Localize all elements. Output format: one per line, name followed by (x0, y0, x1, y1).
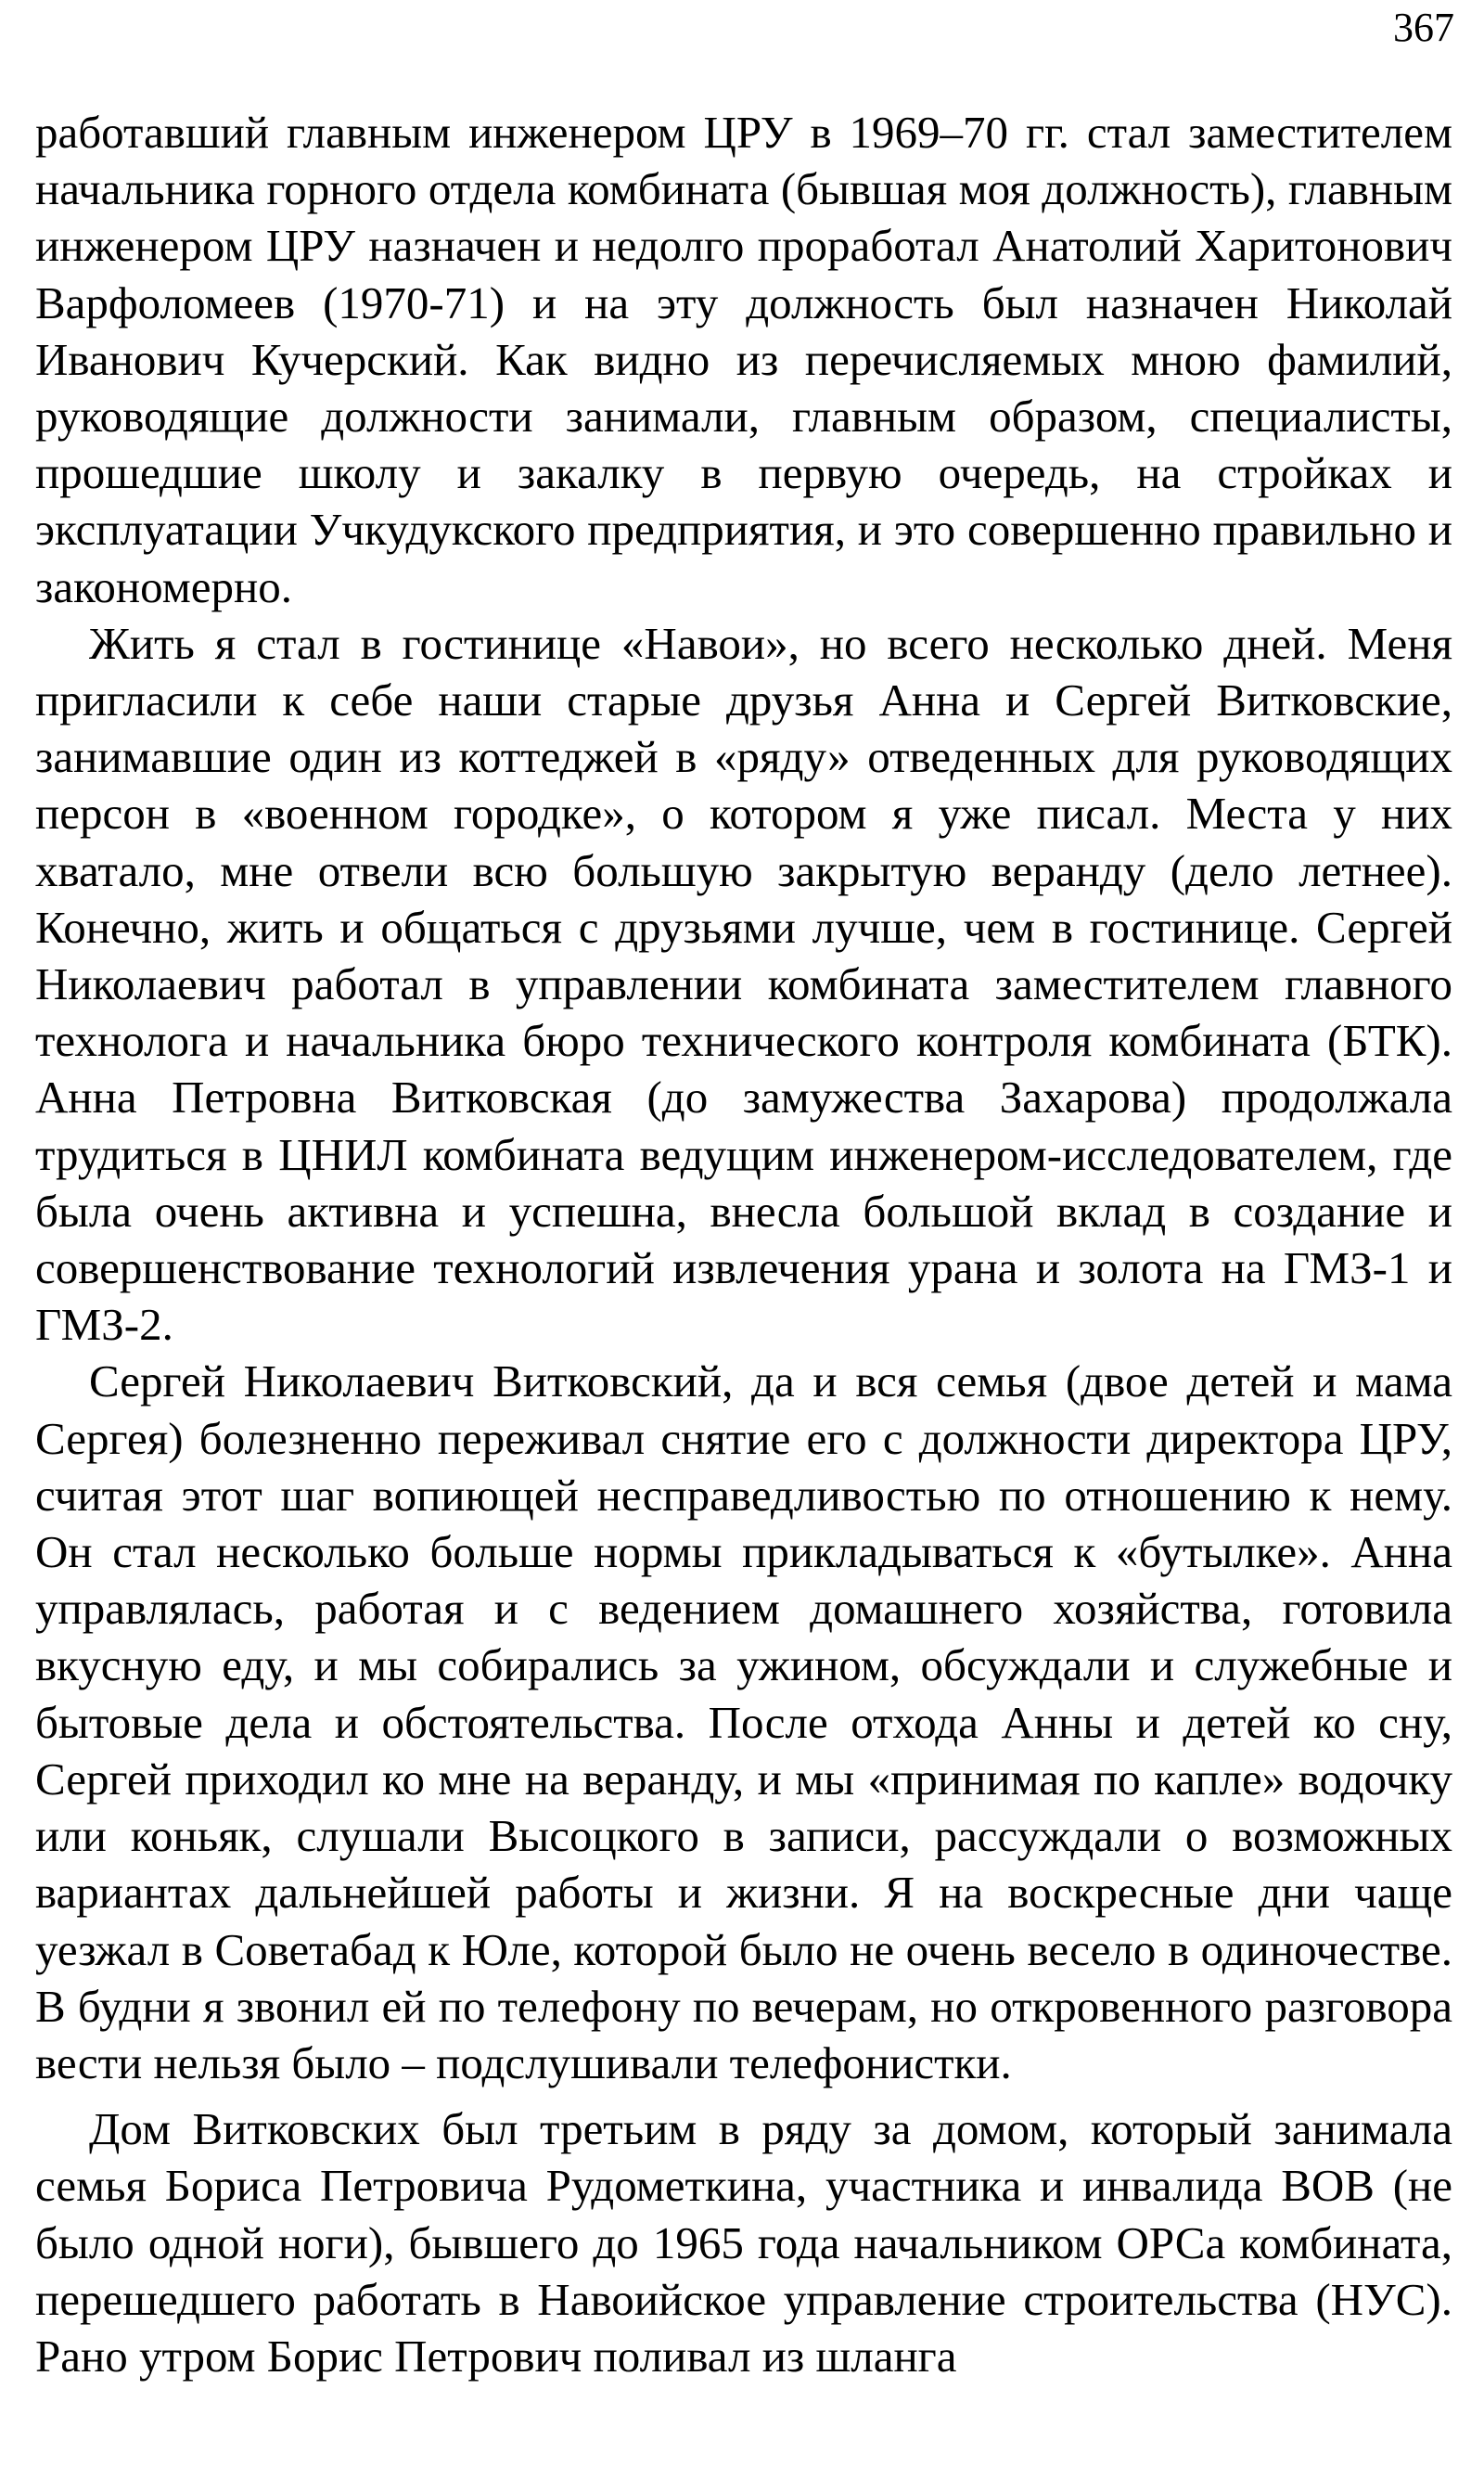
paragraph-2: Жить я стал в гостинице «Навои», но всего несколько дней. Меня пригласили к себе наши старые друзья Анна и Сергей Витковские, занимавшие один из коттеджей в «ряду» отведенных для руководящих персон в «военном городке», о котором я уже писал. Места у них хватало, мне отвели всю большую закрытую веранду (дело летнее). Конечно, жить и общаться с друзьями лучше, чем в гостинице. Сергей Николаевич работал в управлении комбината заместителем главного технолога и начальника бюро технического контроля комбината (БТК). Анна Петровна Витковская (до замужества Захарова) продолжала трудиться в ЦНИЛ комбината ведущим инженером-исследователем, где была очень активна и успешна, внесла большой вклад в создание и совершенствование технологий извлечения урана и золота на ГМЗ-1 и ГМЗ-2. (35, 617, 1452, 1351)
paragraph-1: работавший главным инженером ЦРУ в 1969–70 гг. стал заместителем начальника горного отдела комбината (бывшая моя должность), главным инженером ЦРУ назначен и недолго проработал Анатолий Харитонович Варфоломеев (1970-71) и на эту должность был назначен Николай Иванович Кучерский. Как видно из перечисляемых мною фамилий, руководящие должности занимали, главным образом, специалисты, прошедшие школу и закалку в первую очередь, на стройках и эксплуатации Учкудукского предприятия, и это совершенно правильно и закономерно. (35, 107, 1452, 612)
page-number: 367 (1393, 5, 1454, 50)
paragraph-4: Дом Витковских был третьим в ряду за домом, который занимала семья Бориса Петровича Рудометкина, участника и инвалида ВОВ (не было одной ноги), бывшего до 1965 года начальником ОРСа комбината, перешедшего работать в Навоийское управление строительства (НУС). Рано утром Борис Петрович поливал из шланга (35, 2103, 1452, 2382)
body-text (35, 104, 1452, 2384)
paragraph-3: Сергей Николаевич Витковский, да и вся семья (двое детей и мама Сергея) болезненно переживал снятие его с должности директора ЦРУ, считая этот шаг вопиющей несправедливостью по отношению к нему. Он стал несколько больше нормы прикладываться к «бутылке». Анна управлялась, работая и с ведением домашнего хозяйства, готовила вкусную еду, и мы собирались за ужином, обсуждали и служебные и бытовые дела и обстоятельства. После отхода Анны и детей ко сну, Сергей приходил ко мне на веранду, и мы «принимая по капле» водочку или коньяк, слушали Высоцкого в записи, рассуждали о возможных вариантах дальнейшей работы и жизни. Я на воскресные дни чаще уезжал в Советабад к Юле, которой было не очень весело в одиночестве. В будни я звонил ей по телефону по вечерам, но откровенного разговора вести нельзя было – подслушивали телефонистки. (35, 1355, 1452, 2088)
